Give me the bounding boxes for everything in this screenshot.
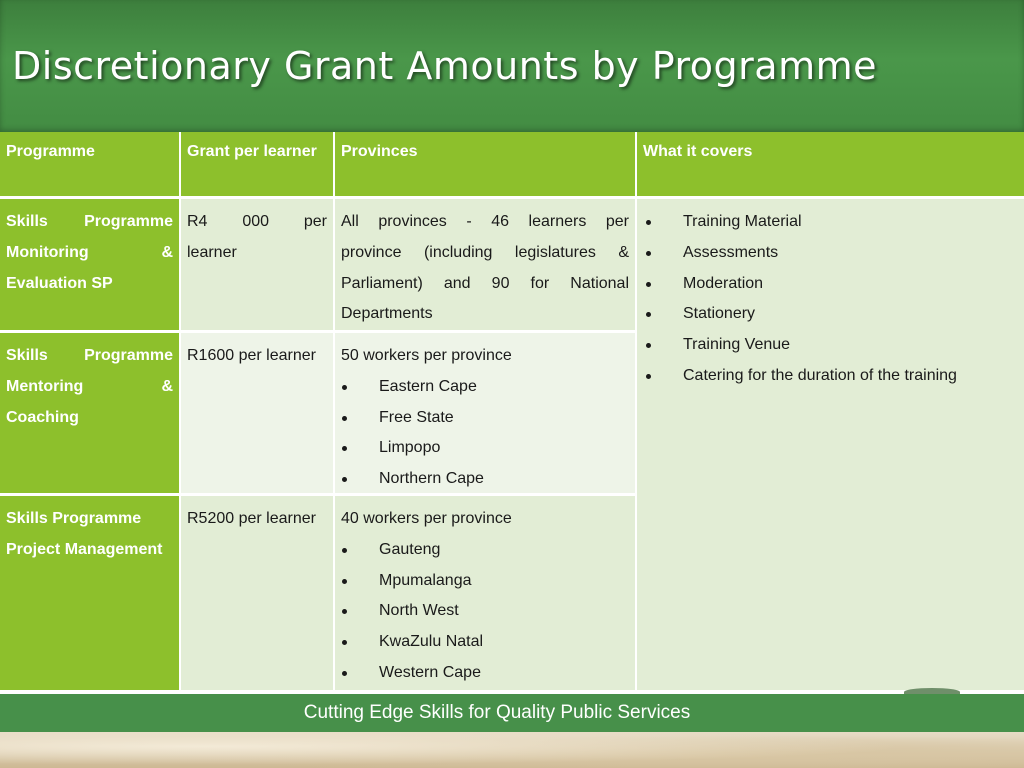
table-row-programme <box>0 496 179 690</box>
provinces-line: province (including legislatures & <box>341 243 629 261</box>
table-row-grant <box>181 199 333 330</box>
list-item: Mpumalanga <box>341 566 629 597</box>
programme-line: Skills Programme <box>6 510 142 527</box>
grant-line: R4 000 per <box>187 213 327 230</box>
programme-line: Skills Programme <box>6 347 173 364</box>
grant-table <box>0 132 1024 690</box>
table-row-provinces <box>335 199 635 330</box>
list-item: Eastern Cape <box>341 372 629 403</box>
list-item: Moderation <box>645 269 1018 300</box>
programme-line: Project Management <box>6 540 163 558</box>
list-item: Training Venue <box>645 330 1018 361</box>
list-item: Catering for the duration of the training <box>645 361 1018 392</box>
provinces-list <box>341 372 629 495</box>
list-item: Western Cape <box>341 658 629 689</box>
list-item: Gauteng <box>341 535 629 566</box>
programme-line: Evaluation SP <box>6 274 113 292</box>
footer-tagline: Cutting Edge Skills for Quality Public Services <box>303 702 691 723</box>
provinces-line: All provinces - 46 learners per <box>341 213 629 230</box>
table-row-programme <box>0 199 179 330</box>
table-row-provinces <box>335 496 635 690</box>
provinces-intro: 50 workers per province <box>341 347 512 364</box>
table-row-grant: R5200 per learner <box>181 496 333 690</box>
title-banner <box>0 0 1024 132</box>
table-row-grant: R1600 per learner <box>181 333 333 493</box>
sand-decoration <box>0 732 1024 768</box>
covers-cell <box>637 199 1024 690</box>
list-item: Free State <box>341 403 629 434</box>
programme-line: Mentoring & <box>6 377 173 395</box>
provinces-line: Parliament) and 90 for National <box>341 274 629 292</box>
list-item: Northern Cape <box>341 464 629 495</box>
programme-line: Coaching <box>6 408 79 426</box>
programme-line: Skills Programme <box>6 213 173 230</box>
list-item: Assessments <box>645 238 1018 269</box>
provinces-intro: 40 workers per province <box>341 510 512 527</box>
header-programme: Programme <box>0 132 179 196</box>
provinces-line: Departments <box>341 305 433 323</box>
grant-line: learner <box>187 243 237 261</box>
programme-line: Monitoring & <box>6 243 173 261</box>
list-item: North West <box>341 596 629 627</box>
list-item: Limpopo <box>341 433 629 464</box>
header-covers: What it covers <box>637 132 1024 196</box>
list-item: Training Material <box>645 207 1018 238</box>
list-item: KwaZulu Natal <box>341 627 629 658</box>
provinces-list <box>341 535 629 689</box>
header-provinces: Provinces <box>335 132 635 196</box>
list-item: Stationery <box>645 299 1018 330</box>
footer-bar <box>0 694 1024 732</box>
table-row-programme <box>0 333 179 493</box>
covers-list <box>645 207 1018 392</box>
table-row-provinces <box>335 333 635 493</box>
page-title: Discretionary Grant Amounts by Programme <box>12 44 877 88</box>
header-grant: Grant per learner <box>181 132 333 196</box>
